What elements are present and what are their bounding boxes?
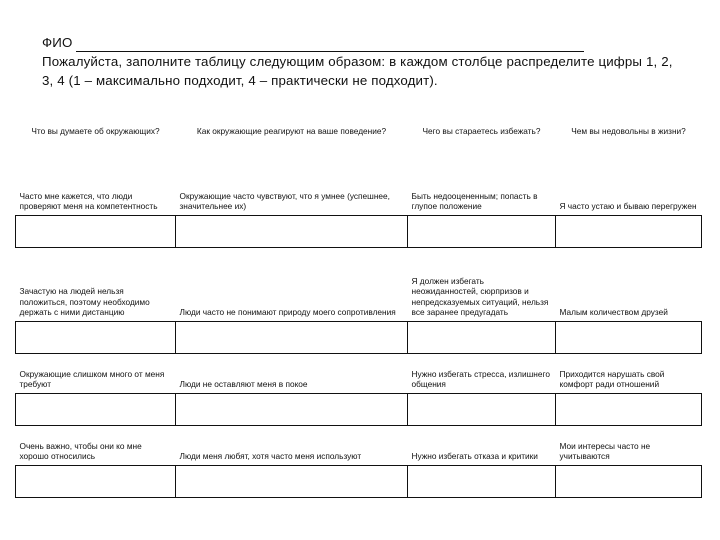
- statement-cell: Окружающие часто чувствуют, что я умнее (успешнее, значительнее их): [179, 190, 390, 211]
- column-header-avoid: Чего вы стараетесь избежать?: [422, 126, 541, 136]
- table-header-row: [16, 123, 702, 157]
- answer-cell[interactable]: [556, 465, 702, 497]
- answer-row: [16, 393, 702, 425]
- statement-cell: Часто мне кажется, что люди проверяют меня на компетентность: [19, 190, 158, 211]
- statement-cell: Малым количеством друзей: [559, 307, 668, 317]
- answer-cell[interactable]: [408, 321, 556, 353]
- answer-cell[interactable]: [556, 321, 702, 353]
- answer-cell[interactable]: [556, 393, 702, 425]
- answer-cell[interactable]: [16, 215, 176, 247]
- statement-cell: Быть недооцененным; попасть в глупое положение: [411, 190, 538, 211]
- statement-cell: Мои интересы часто не учитываются: [559, 440, 651, 461]
- statement-cell: Люди часто не понимают природу моего сопротивления: [179, 307, 396, 317]
- answer-cell[interactable]: [176, 321, 408, 353]
- answer-cell[interactable]: [408, 215, 556, 247]
- answer-row: [16, 321, 702, 353]
- answer-row: [16, 215, 702, 247]
- fio-input-line[interactable]: [76, 39, 584, 52]
- statement-cell: Очень важно, чтобы они ко мне хорошо относились: [19, 440, 142, 461]
- answer-cell[interactable]: [16, 465, 176, 497]
- answer-cell[interactable]: [556, 215, 702, 247]
- answer-cell[interactable]: [408, 465, 556, 497]
- form-header: [42, 33, 682, 90]
- answer-cell[interactable]: [176, 465, 408, 497]
- fio-label: ФИО: [42, 35, 73, 50]
- statement-cell: Зачастую на людей нельзя положиться, поэтому необходимо держать с ними дистанцию: [19, 286, 150, 317]
- statement-cell: Нужно избегать отказа и критики: [411, 451, 538, 461]
- instructions-text: Пожалуйста, заполните таблицу следующим образом: в каждом столбце распределите цифры 1, 2, 3, 4 (1 – максимально подходит, 4 – практически не подходит).: [42, 54, 673, 88]
- answer-cell[interactable]: [176, 393, 408, 425]
- table-row: [16, 425, 702, 465]
- answer-cell[interactable]: [16, 393, 176, 425]
- statement-cell: Приходится нарушать свой комфорт ради отношений: [559, 368, 665, 389]
- statement-cell: Люди не оставляют меня в покое: [179, 379, 308, 389]
- answer-cell[interactable]: [176, 215, 408, 247]
- column-header-discontent: Чем вы недовольны в жизни?: [571, 126, 686, 136]
- statement-cell: Окружающие слишком много от меня требуют: [19, 368, 165, 389]
- answer-row: [16, 465, 702, 497]
- statement-cell: Я должен избегать неожиданностей, сюрпризов и непредсказуемых ситуаций, нельзя все заранее предугадать: [411, 275, 549, 317]
- table-row: [16, 247, 702, 321]
- answer-cell[interactable]: [16, 321, 176, 353]
- statement-cell: Я часто устаю и бываю перегружен: [559, 201, 697, 211]
- statement-cell: Люди меня любят, хотя часто меня используют: [179, 451, 362, 461]
- table-row: [16, 353, 702, 393]
- column-header-reactions: Как окружающие реагируют на ваше поведение?: [196, 126, 387, 136]
- answer-cell[interactable]: [408, 393, 556, 425]
- questionnaire-sheet: [15, 123, 701, 485]
- column-header-thoughts: Что вы думаете об окружающих?: [31, 126, 160, 136]
- questionnaire-table: [15, 123, 702, 498]
- fio-row: [42, 33, 682, 52]
- table-row: [16, 157, 702, 215]
- statement-cell: Нужно избегать стресса, излишнего общения: [411, 368, 550, 389]
